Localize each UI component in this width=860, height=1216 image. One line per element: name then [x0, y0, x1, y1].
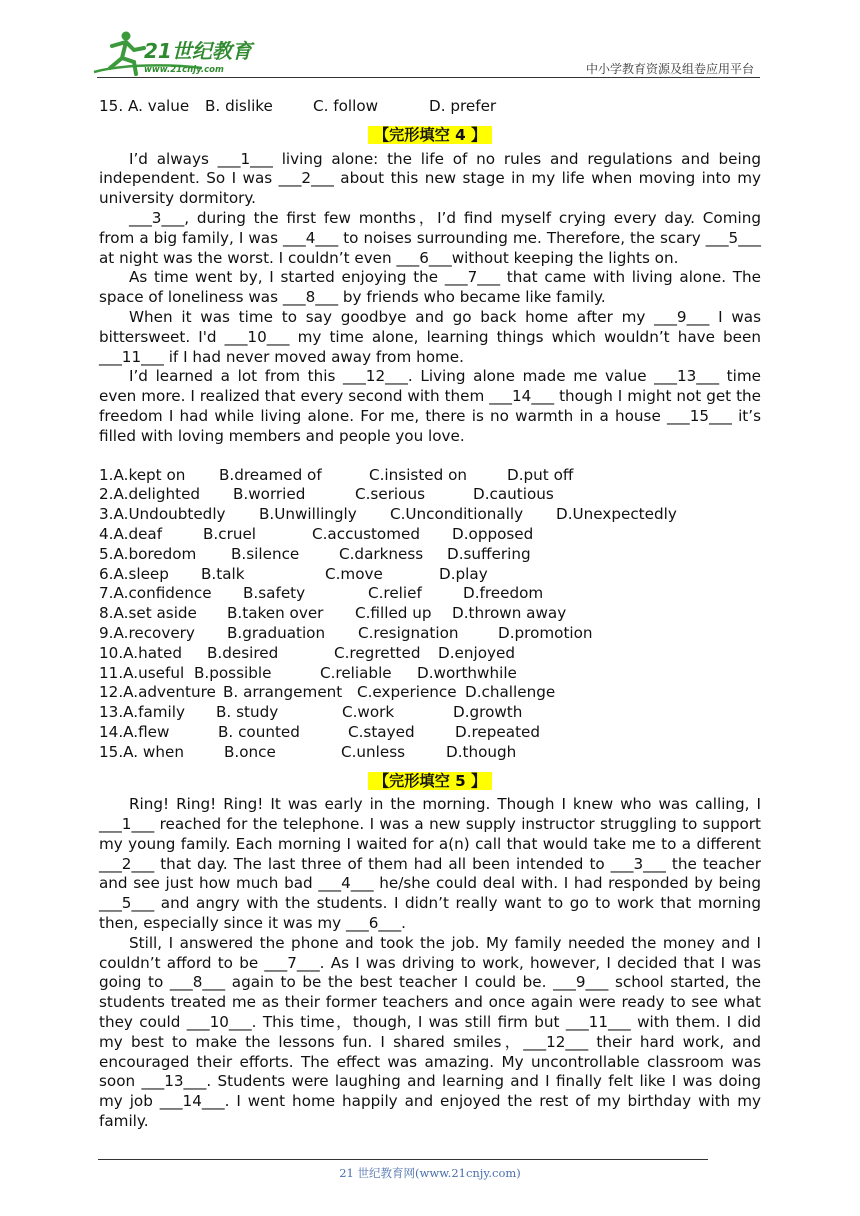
- option-a: 9.A.recovery: [99, 623, 195, 642]
- option-d: D.play: [439, 564, 488, 583]
- option-b: B.safety: [243, 584, 306, 603]
- header-platform-text: 中小学教育资源及组卷应用平台: [585, 62, 754, 76]
- option-b: B.desired: [207, 643, 279, 662]
- page-header: [0, 0, 860, 90]
- option-b: B. study: [216, 703, 279, 722]
- option-a: 7.A.confidence: [99, 584, 212, 603]
- option-a: 15.A. when: [99, 742, 184, 761]
- option-d: D.Unexpectedly: [556, 505, 677, 524]
- option-c: C.reliable: [320, 663, 392, 682]
- question-row: [99, 466, 761, 486]
- option-b: B.graduation: [227, 623, 326, 642]
- option-b: B. dislike: [205, 97, 273, 115]
- option-d: D.promotion: [498, 623, 593, 642]
- question-row: [99, 624, 761, 644]
- question-row: [99, 565, 761, 585]
- option-c: C.experience: [357, 683, 457, 702]
- passage-paragraph: When it was time to say goodbye and go back home after my ___9___ I was bittersweet. I'd ___10___ my time alone, learning things which wouldn’t have been ___11___ if I had never moved away from home.: [99, 307, 761, 366]
- option-c: C.unless: [341, 742, 406, 761]
- option-d: D.repeated: [455, 722, 541, 741]
- option-a: 5.A.boredom: [99, 544, 197, 563]
- option-a: 2.A.delighted: [99, 485, 201, 504]
- footer-divider: [98, 1159, 708, 1160]
- svg-text:www.21cnjy.com: www.21cnjy.com: [144, 65, 224, 75]
- option-b: B.possible: [194, 663, 272, 682]
- question-row: [99, 683, 761, 703]
- passage-paragraph: As time went by, I started enjoying the ___7___ that came with living alone. The space of loneliness was ___8___ by friends who became like family.: [99, 268, 761, 307]
- option-a: 8.A.set aside: [99, 604, 197, 623]
- option-b: B.taken over: [227, 604, 324, 623]
- question-row: [99, 485, 761, 505]
- logo-icon: [92, 28, 262, 80]
- passage-paragraph: ___3___, during the first few months，I’d find myself crying every day. Coming from a big family, I was ___4___ to noises surrounding me. Therefore, the scary ___5___ at night was the worst. I couldn’t even ___6___without keeping the lights on.: [99, 208, 761, 267]
- option-a: 13.A.family: [99, 703, 185, 722]
- option-d: D.suffering: [447, 544, 531, 563]
- option-c: C.accustomed: [312, 524, 421, 543]
- question-row: [99, 703, 761, 723]
- option-b: B.dreamed of: [219, 465, 322, 484]
- option-b: B. counted: [218, 722, 300, 741]
- option-a: 1.A.kept on: [99, 465, 186, 484]
- option-a: 15. A. value: [99, 97, 190, 115]
- svg-text:21世纪教育: 21世纪教育: [144, 39, 252, 63]
- prev-question-15: [99, 97, 761, 117]
- option-d: D.thrown away: [452, 604, 567, 623]
- question-row: [99, 505, 761, 525]
- option-b: B.silence: [231, 544, 300, 563]
- option-a: 12.A.adventure: [99, 683, 216, 702]
- section-4-title: 【完形填空 4 】: [99, 126, 761, 146]
- option-c: C.work: [342, 703, 395, 722]
- option-c: C.move: [325, 564, 383, 583]
- option-c: C.serious: [355, 485, 425, 504]
- option-a: 14.A.flew: [99, 722, 170, 741]
- option-d: D.growth: [453, 703, 523, 722]
- option-c: C.resignation: [358, 623, 459, 642]
- question-row: [99, 644, 761, 664]
- option-d: D. prefer: [429, 97, 497, 115]
- document-body: [99, 97, 761, 1132]
- passage-paragraph: I’d always ___1___ living alone: the life of no rules and regulations and being independent. So I was ___2___ about this new stage in my life when moving into my university dormitory.: [99, 149, 761, 208]
- option-d: D.opposed: [452, 524, 534, 543]
- question-row: [99, 743, 761, 763]
- passage-paragraph: Ring! Ring! Ring! It was early in the morning. Though I knew who was calling, I ___1___ reached for the telephone. I was a new supply instructor struggling to support my young family. Each morning I waited for a(n) call that would take me to a different ___2___ that day. The last three of them had all been intended to ___3___ the teacher and see just how much bad ___4___ he/she could deal with. I had responded by being ___5___ and angry with the students. I didn’t really want to go to work that morning then, especially since it was my ___6___.: [99, 795, 761, 933]
- option-d: D.cautious: [473, 485, 554, 504]
- section-5-title: 【完形填空 5 】: [99, 772, 761, 792]
- question-row: [99, 604, 761, 624]
- option-a: 10.A.hated: [99, 643, 182, 662]
- option-d: D.worthwhile: [417, 663, 517, 682]
- option-a: 6.A.sleep: [99, 564, 169, 583]
- option-c: C. follow: [313, 97, 379, 115]
- option-b: B.cruel: [203, 524, 257, 543]
- option-c: C.insisted on: [369, 465, 468, 484]
- option-a: 11.A.useful: [99, 663, 185, 682]
- question-row: [99, 545, 761, 565]
- option-c: C.Unconditionally: [390, 505, 524, 524]
- option-b: B. arrangement: [223, 683, 343, 702]
- option-b: B.talk: [201, 564, 245, 583]
- footer-text: 21 世纪教育网(www.21cnjy.com): [339, 1166, 521, 1180]
- question-row: [99, 664, 761, 684]
- option-c: C.stayed: [348, 722, 415, 741]
- question-row: [99, 723, 761, 743]
- option-d: D.challenge: [465, 683, 556, 702]
- option-d: D.enjoyed: [438, 643, 515, 662]
- option-b: B.once: [224, 742, 276, 761]
- option-d: D.though: [446, 742, 517, 761]
- header-divider: [97, 77, 760, 78]
- option-c: C.darkness: [339, 544, 424, 563]
- option-b: B.Unwillingly: [259, 505, 357, 524]
- option-c: C.filled up: [355, 604, 432, 623]
- passage-paragraph: Still, I answered the phone and took the job. My family needed the money and I couldn’t afford to be ___7___. As I was driving to work, however, I decided that I was going to ___8___ again to be the best teacher I could be. ___9___ school started, the students treated me as their former teachers and once again were ready to see what they could ___10___. This time，though, I was still firm but ___11___ with them. I did my best to make the lessons fun. I shared smiles，___12___ their hard work, and encouraged their efforts. The effect was amazing. My uncontrollable classroom was soon ___13___. Students were laughing and learning and I finally felt like I was doing my job ___14___. I went home happily and enjoyed the rest of my birthday with my family.: [99, 933, 761, 1131]
- question-list: [99, 466, 761, 763]
- option-d: D.freedom: [463, 584, 544, 603]
- question-row: [99, 525, 761, 545]
- option-c: C.relief: [368, 584, 422, 603]
- passage-paragraph: I’d learned a lot from this ___12___. Living alone made me value ___13___ time even more. I realized that every second with them ___14___ though I might not get the freedom I had while living alone. For me, there is no warmth in a house ___15___ it’s filled with loving members and people you love.: [99, 367, 761, 445]
- option-a: 4.A.deaf: [99, 524, 163, 543]
- option-d: D.put off: [507, 465, 574, 484]
- option-a: 3.A.Undoubtedly: [99, 505, 226, 524]
- question-row: [99, 584, 761, 604]
- option-c: C.regretted: [334, 643, 421, 662]
- option-b: B.worried: [233, 485, 306, 504]
